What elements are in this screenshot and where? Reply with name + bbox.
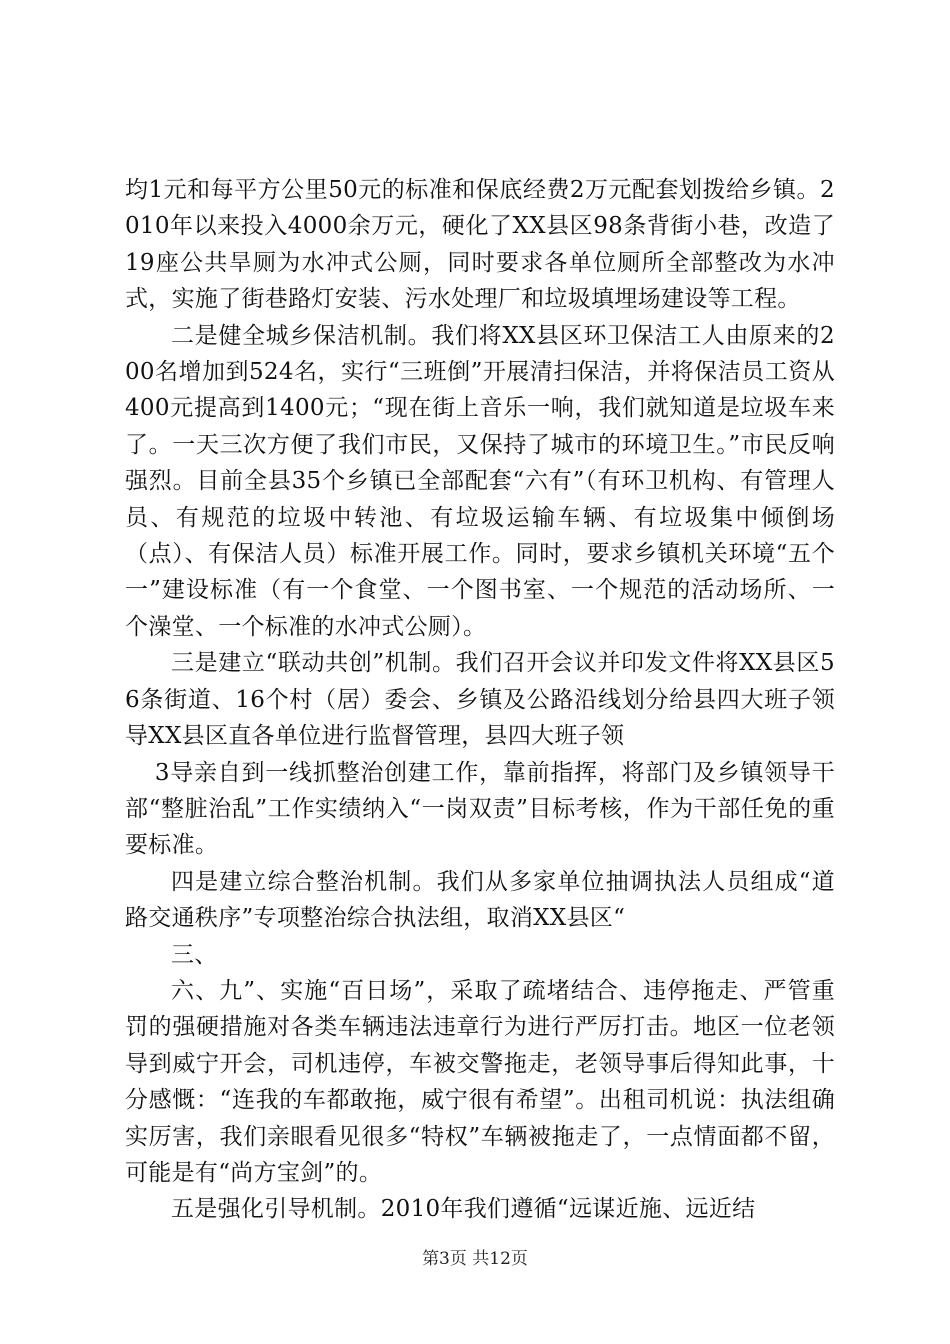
- page-footer: [0, 1244, 950, 1269]
- paragraph-8: 五是强化引导机制。2010年我们遵循“远谋近施、远近结: [171, 1196, 756, 1223]
- paragraph-1: 均1元和每平方公里50元的标准和保底经费2万元配套划拨给乡镇。2010年以来投入4000余万元，硬化了XX县区98条背街小巷，改造了19座公共旱厕为水冲式公厕，同时要求各单位厕所全部整改为水冲式，实施了街巷路灯安装、污水处理厂和垃圾填埋场建设等工程。: [125, 177, 835, 313]
- paragraph-3: 三是建立“联动共创”机制。我们召开会议并印发文件将XX县区56条街道、16个村（居）委会、乡镇及公路沿线划分给县四大班子领导XX县区直各单位进行监督管理，县四大班子领: [125, 650, 835, 750]
- paragraph-6: 三、: [171, 941, 218, 968]
- paragraph-5: 四是建立综合整治机制。我们从多家单位抽调执法人员组成“道路交通秩序”专项整治综合执法组，取消XX县区“: [125, 868, 835, 932]
- paragraph-2: 二是健全城乡保洁机制。我们将XX县区环卫保洁工人由原来的200名增加到524名，实行“三班倒”开展清扫保洁，并将保洁员工资从400元提高到1400元；“现在街上音乐一响，我们就知道是垃圾车来了。一天三次方便了我们市民，又保持了城市的环境卫生。”市民反响强烈。目前全县35个乡镇已全部配套“六有”（有环卫机构、有管理人员、有规范的垃圾中转池、有垃圾运输车辆、有垃圾集中倾倒场（点）、有保洁人员）标准开展工作。同时，要求乡镇机关环境“五个一”建设标准（有一个食堂、一个图书室、一个规范的活动场所、一个澡堂、一个标准的水冲式公厕）。: [125, 322, 835, 640]
- paragraph-4: 3导亲自到一线抓整治创建工作，靠前指挥，将部门及乡镇领导干部“整脏治乱”工作实绩纳入“一岗双责”目标考核，作为干部任免的重要标准。: [125, 759, 835, 859]
- page-number-label: 第3页 共12页: [422, 1249, 528, 1269]
- document-body: [125, 172, 835, 1228]
- paragraph-7: 六、九”、实施“百日场”，采取了疏堵结合、违停拖走、严管重罚的强硬措施对各类车辆违法违章行为进行严厉打击。地区一位老领导到威宁开会，司机违停，车被交警拖走，老领导事后得知此事，十分感慨：“连我的车都敢拖，威宁很有希望”。出租司机说：执法组确实厉害，我们亲眼看见很多“特权”车辆被拖走了，一点情面都不留，可能是有“尚方宝剑”的。: [125, 977, 835, 1186]
